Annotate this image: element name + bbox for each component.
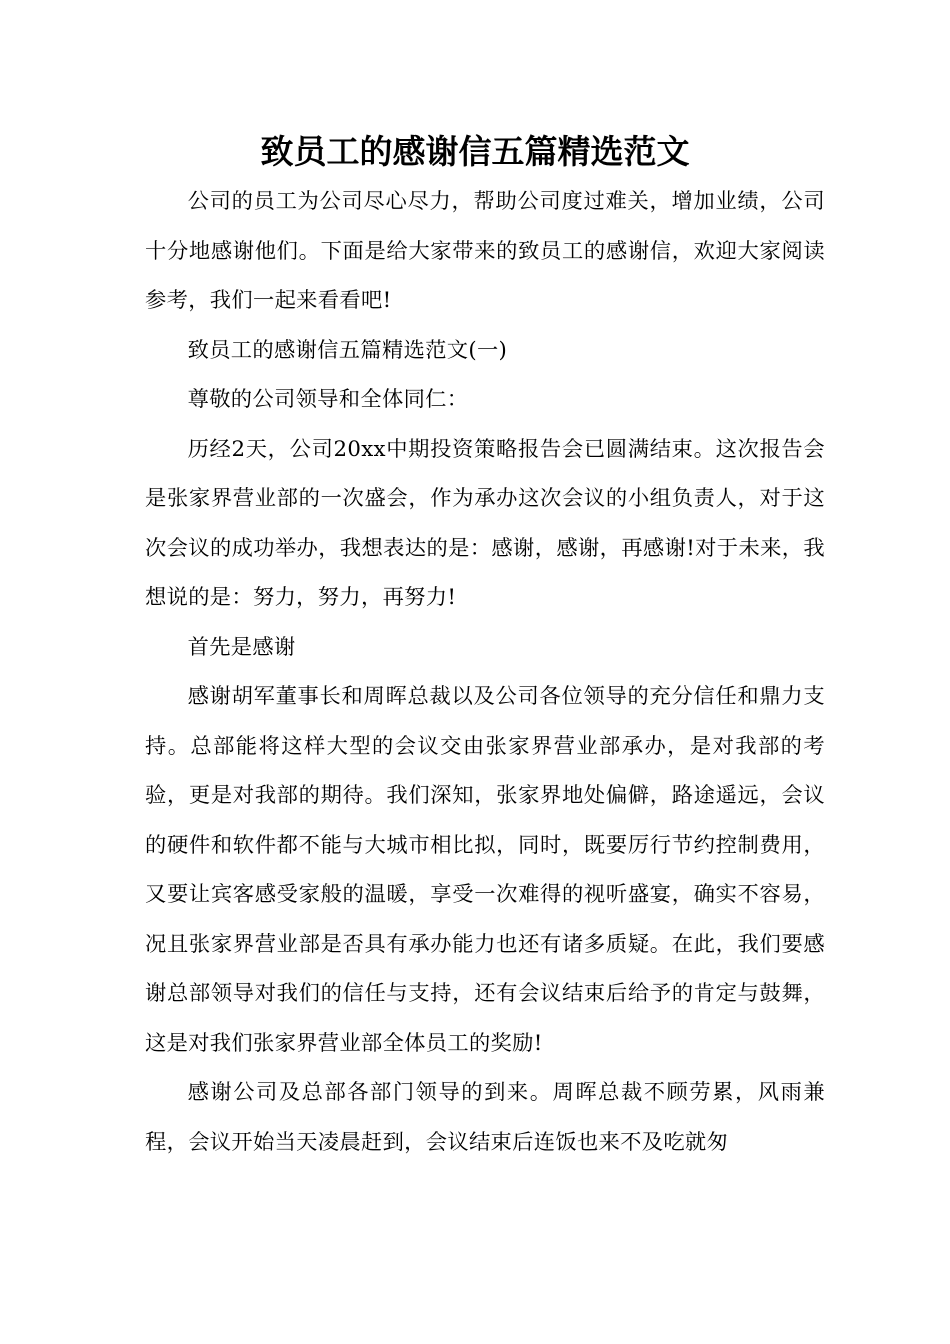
paragraph-body: 感谢胡军董事长和周晖总裁以及公司各位领导的充分信任和鼎力支持。总部能将这样大型的会议交由张家界营业部承办，是对我部的考验，更是对我部的期待。我们深知，张家界地处偏僻，路途遥远，会议的硬件和软件都不能与大城市相比拟，同时，既要厉行节约控制费用，又要让宾客感受家般的温暖，享受一次难得的视听盛宴，确实不容易，况且张家界营业部是否具有承办能力也还有诸多质疑。在此，我们要感谢总部领导对我们的信任与支持，还有会议结束后给予的肯定与鼓舞，这是对我们张家界营业部全体员工的奖励! [145, 684, 825, 1056]
paragraph-salutation: 尊敬的公司领导和全体同仁： [187, 387, 469, 412]
document-body [145, 177, 825, 1167]
paragraph-intro: 公司的员工为公司尽心尽力，帮助公司度过难关，增加业绩，公司十分地感谢他们。下面是给大家带来的致员工的感谢信，欢迎大家阅读参考，我们一起来看看吧! [145, 189, 825, 313]
paragraph-body: 历经2天，公司20xx中期投资策略报告会已圆满结束。这次报告会是张家界营业部的一次盛会，作为承办这次会议的小组负责人，对于这次会议的成功举办，我想表达的是：感谢，感谢，再感谢!对于未来，我想说的是：努力，努力，再努力! [145, 436, 825, 610]
paragraph-body: 感谢公司及总部各部门领导的到来。周晖总裁不顾劳累，风雨兼程，会议开始当天凌晨赶到，会议结束后连饭也来不及吃就匆 [145, 1080, 825, 1155]
document-title: 致员工的感谢信五篇精选范文 [260, 132, 690, 171]
paragraph-section-heading: 致员工的感谢信五篇精选范文(一) [187, 337, 508, 363]
paragraph-subheading: 首先是感谢 [187, 634, 296, 660]
